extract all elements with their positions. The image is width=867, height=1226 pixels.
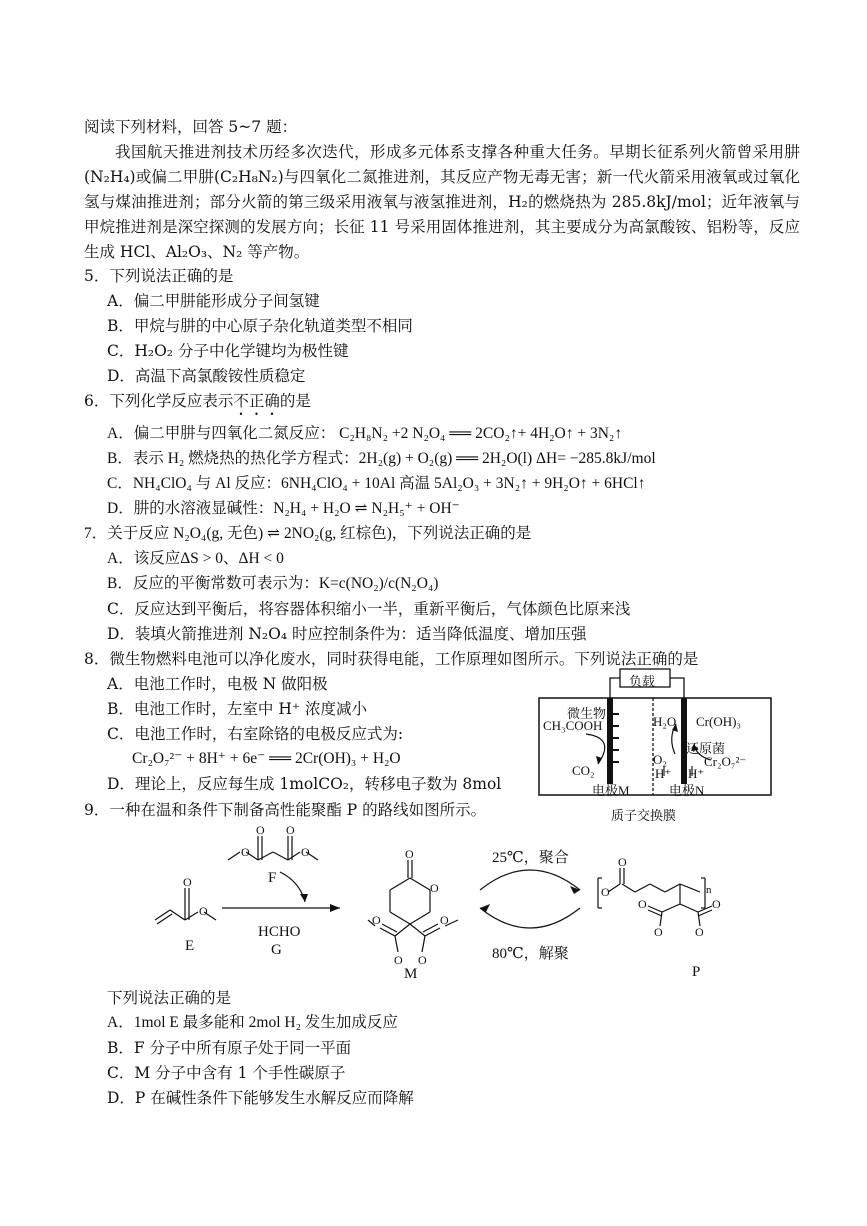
- svg-text:O: O: [712, 897, 721, 911]
- electrode-m-label: 电极M: [592, 783, 630, 798]
- microbe-label: 微生物: [567, 706, 607, 721]
- question-9-stem: 9．一种在温和条件下制备高性能聚酯 P 的路线如图所示。: [84, 801, 487, 819]
- question-9-option-b: B．F 分子中所有原子处于同一平面: [107, 1039, 352, 1057]
- polymerization-arrowhead: [570, 886, 580, 894]
- question-7-option-b: B．反应的平衡常数可表示为：K=c(NO₂)/c(N₂O₄): [107, 575, 439, 592]
- question-7-option-a: A．该反应ΔS > 0、ΔH < 0: [107, 550, 284, 567]
- question-6-stem: [84, 389, 311, 419]
- question-5-option-b: B．甲烷与肼的中心原子杂化轨道类型不相同: [107, 317, 413, 335]
- svg-text:O: O: [183, 875, 192, 889]
- proton-label-right: H⁺: [688, 766, 705, 781]
- label-reagent-hcho: HCHO: [258, 924, 301, 940]
- svg-text:O: O: [618, 855, 627, 869]
- question-7-option-d: D．装填火箭推进剂 N₂O₄ 时应控制条件为：适当降低温度、增加压强: [107, 625, 587, 643]
- depolymerization-arrowhead: [480, 904, 490, 912]
- question-8-option-d: D．理论上，反应每生成 1molCO₂，转移电子数为 8mol: [107, 775, 502, 793]
- reagent-arrow: [280, 872, 305, 902]
- question-8-option-c: C．电池工作时，右室除铬的电极反应式为:: [107, 725, 404, 743]
- depolymerization-arc: [480, 908, 580, 928]
- question-5-option-d: D．高温下高氯酸铵性质稳定: [107, 367, 306, 385]
- question-9-option-c: C．M 分子中含有 1 个手性碳原子: [107, 1064, 346, 1082]
- question-8-option-b: B．电池工作时，左室中 H⁺ 浓度减小: [107, 700, 367, 718]
- acetic-acid-label: CH₃COOH: [543, 718, 603, 733]
- question-6-option-a: A．偏二甲肼与四氧化二氮反应： C₂H₈N₂ +2 N₂O₄ ══ 2CO₂↑+ 4H₂O↑ + 3N₂↑: [107, 425, 623, 442]
- electrode-m: [607, 698, 613, 784]
- label-repeat-n: n: [706, 884, 712, 896]
- reducing-bacteria-label: 还原菌: [686, 741, 726, 756]
- question-9-option-d: D．P 在碱性条件下能够发生水解反应而降解: [107, 1089, 414, 1107]
- svg-text:O: O: [430, 881, 439, 895]
- svg-text:O: O: [440, 913, 449, 927]
- reagent-arrowhead: [300, 894, 308, 902]
- question-9-option-a: A．1mol E 最多能和 2mol H₂ 发生加成反应: [107, 1014, 398, 1031]
- question-7-option-c: C．反应达到平衡后，将容器体积缩小一半，重新平衡后，气体颜色比原来浅: [107, 600, 631, 618]
- label-e: E: [185, 938, 195, 954]
- question-7-stem: 7．关于反应 N₂O₄(g, 无色) ⇌ 2NO₂(g, 红棕色)，下列说法正确的是: [84, 525, 532, 542]
- question-6-option-d: D．肼的水溶液显碱性：N₂H₄ + H₂O ⇌ N₂H₅⁺ + OH⁻: [107, 500, 460, 517]
- co2-label: CO₂: [572, 763, 595, 778]
- load-label: 负载: [629, 674, 656, 689]
- material-heading: 阅读下列材料，回答 5~7 题：: [84, 118, 298, 136]
- svg-text:O: O: [695, 925, 704, 939]
- label-polymerization: 25℃，聚合: [492, 850, 569, 866]
- question-9-sub-stem: 下列说法正确的是: [107, 989, 232, 1007]
- material-paragraph: 我国航天推进剂技术历经多次迭代，形成多元体系支撑各种重大任务。早期长征系列火箭曾采用肼(N₂H₄)或偏二甲肼(C₂H₈N₂)与四氧化二氮推进剂，其反应产物无毒无害；新一代火箭采用液氧或过氧化氢与煤油推进剂；部分火箭的第三级采用液氧与液氢推进剂，H₂的燃烧热为 285.8kJ/mol；近年液氧与甲烷推进剂是深空探测的发展方向；长征 11 号采用固体推进剂，其主要成分为高氯酸铵、铝粉等，反应生成 HCl、Al₂O₃、N₂ 等产物。: [84, 143, 800, 261]
- svg-text:O: O: [394, 953, 403, 967]
- question-6-stem-post: 的是: [279, 392, 311, 410]
- svg-text:O: O: [286, 823, 295, 837]
- proton-label-left: H⁺: [655, 766, 672, 781]
- svg-text:O: O: [405, 847, 414, 861]
- svg-text:O: O: [418, 953, 427, 967]
- svg-text:O: O: [654, 925, 663, 939]
- synthesis-route-diagram: [140, 820, 740, 990]
- question-6-stem-pre: 6．下列化学反应表示: [84, 392, 234, 410]
- question-8-option-a: A．电池工作时，电极 N 做阳极: [107, 675, 328, 693]
- fuel-cell-figure: [536, 668, 776, 823]
- svg-text:O: O: [301, 845, 310, 859]
- question-6-stem-emphasis: 不正确: [233, 392, 280, 410]
- oxygen-label: O₂: [653, 752, 667, 767]
- wire-right: [670, 678, 684, 698]
- synthesis-scheme: [140, 820, 740, 990]
- polymerization-arc: [480, 870, 580, 890]
- chromium-hydroxide-label: Cr(OH)₃: [696, 714, 741, 729]
- polymer-p: [598, 868, 712, 926]
- label-p: P: [692, 964, 701, 980]
- dichromate-label: Cr₂O₇²⁻: [704, 754, 747, 769]
- svg-text:O: O: [199, 904, 208, 918]
- wire-left: [610, 678, 620, 698]
- svg-text:O: O: [372, 913, 381, 927]
- label-g: G: [271, 942, 282, 958]
- label-depolymerization: 80℃，解聚: [492, 946, 569, 962]
- molecule-m: [368, 860, 458, 952]
- electrode-n-label: 电极N: [669, 783, 705, 798]
- svg-text:O: O: [638, 897, 647, 911]
- fuel-cell-diagram: [536, 668, 776, 823]
- label-f: F: [268, 870, 277, 886]
- water-label: H₂O: [653, 714, 677, 729]
- question-5-option-c: C．H₂O₂ 分子中化学键均为极性键: [107, 342, 349, 360]
- svg-text:O: O: [241, 845, 250, 859]
- question-5-option-a: A．偏二甲肼能形成分子间氢键: [107, 292, 320, 310]
- label-m: M: [404, 966, 418, 982]
- reaction-arrowhead: [330, 904, 340, 912]
- question-6-option-b: B．表示 H₂ 燃烧热的热化学方程式：2H₂(g) + O₂(g) ══ 2H₂O(l) ΔH= −285.8kJ/mol: [107, 450, 656, 467]
- question-8-stem: 8．微生物燃料电池可以净化废水，同时获得电能，工作原理如图所示。下列说法正确的是: [84, 650, 699, 668]
- membrane-label: 质子交换膜: [611, 808, 677, 823]
- question-5-stem: 5．下列说法正确的是: [84, 267, 234, 285]
- svg-text:O: O: [601, 885, 610, 899]
- question-6-option-c: C．NH₄ClO₄ 与 Al 反应：6NH₄ClO₄ + 10Al 高温 5Al₂O₃ + 3N₂↑ + 9H₂O↑ + 6HCl↑: [107, 475, 646, 492]
- svg-text:O: O: [256, 823, 265, 837]
- question-8-option-c-equation: Cr₂O₇²⁻ + 8H⁺ + 6e⁻ ══ 2Cr(OH)₃ + H₂O: [132, 750, 401, 767]
